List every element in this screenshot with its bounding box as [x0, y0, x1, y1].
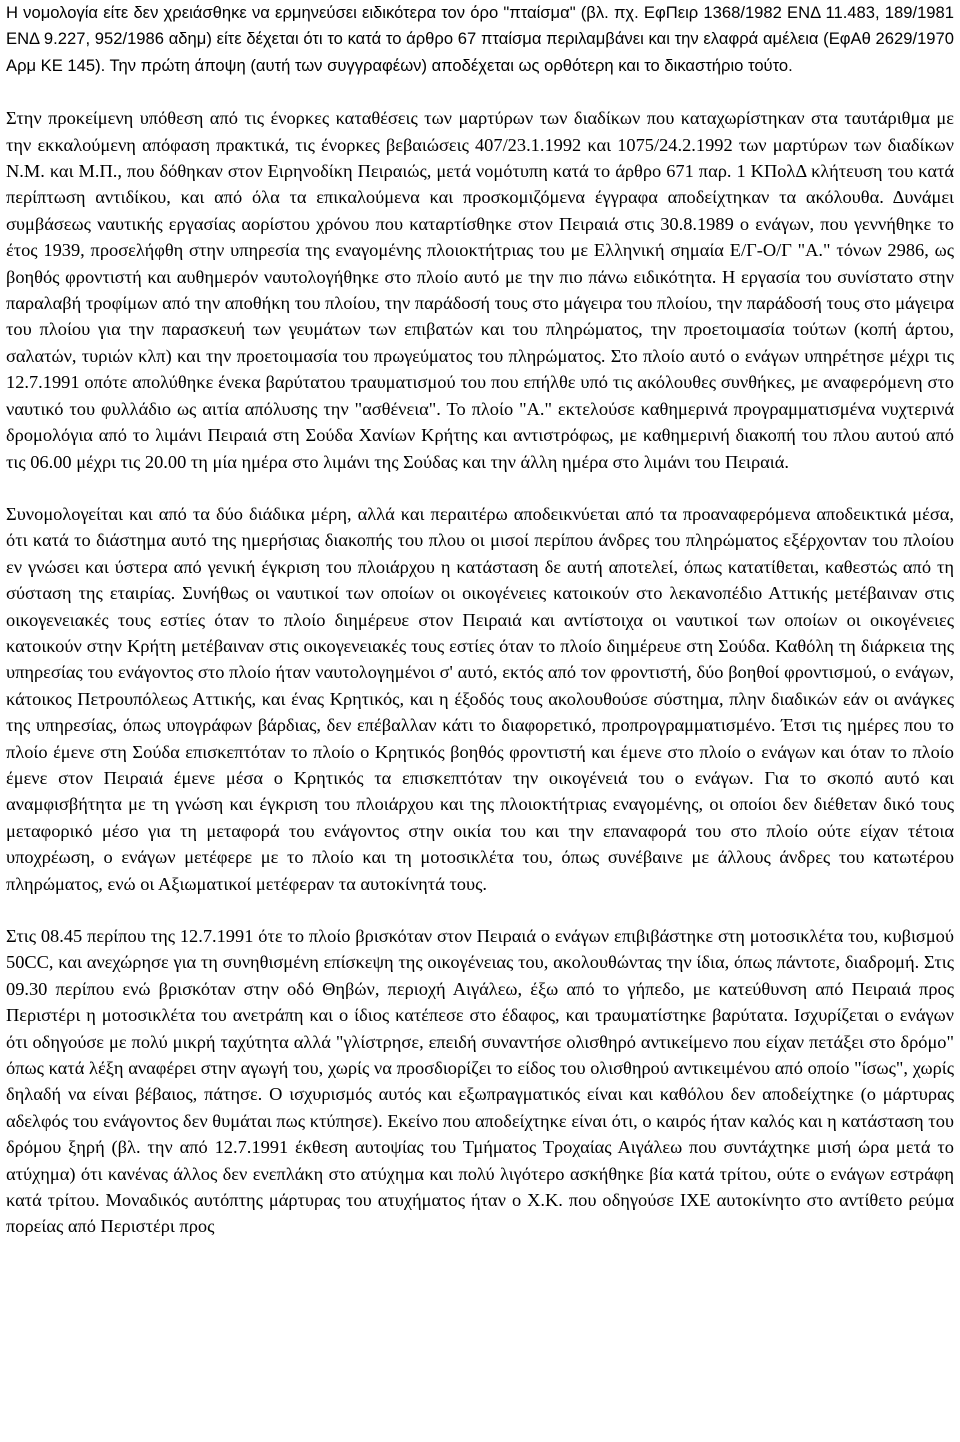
document-page — [6, 0, 954, 1240]
paragraph-crew-practice: Συνομολογείται και από τα δύο διάδικα μέρη, αλλά και περαιτέρω αποδεικνύεται από τα προαναφερόμενα αποδεικτικά μέσα, ότι κατά το διάστημα αυτό της ημερήσιας διακοπής του πλου οι μισοί περίπου άνδρες του πληρώματος εξέρχονταν του πλοίου εν γνώσει και ύστερα από γενική έγκριση του πλοιάρχου η κατάσταση δε αυτή αποτελεί, όπως κατατίθεται, καθεστώς από τη σύσταση της εταιρίας. Συνήθως οι ναυτικοί των οποίων οι οικογένειες κατοικούν στο λεκανοπέδιο Αττικής μετέβαιναν στις οικογενειακές τους εστίες όταν το πλοίο διημέρευε στον Πειραιά και αντίστοιχα οι ναυτικοί των οποίων οι οικογένειες κατοικούν στην Κρήτη μετέβαιναν στις οικογενειακές τους εστίες όταν το πλοίο διημέρευε στη Σούδα. Καθόλη τη διάρκεια της υπηρεσίας του ενάγοντος στο πλοίο ήταν ναυτολογημένοι σ' αυτό, εκτός από τον φροντιστή, δύο βοηθοί φροντισμού, ο ενάγων, κάτοικος Πετρουπόλεως Αττικής, και ένας Κρητικός, και η έξοδός τους ακολουθούσε σύστημα, πλην διαδικών εάν οι ανάγκες της υπηρεσίας, όπως υπογράφων βάρδιας, δεν επέβαλλαν κάτι το διαφορετικό, προπρογραμματισμένο. Έτσι τις ημέρες που το πλοίο έμενε στη Σούδα επισκεπτόταν το πλοίο ο Κρητικός βοηθός φροντιστή και έμενε στο πλοίο ο ενάγων και όταν το πλοίο έμενε στον Πειραιά έμενε μέσα ο Κρητικός τα επισκεπτόταν την οικογένειά του ο ενάγων. Για το σκοπό αυτό και αναμφισβήτητα με τη γνώση και έγκριση του πλοιάρχου και της πλοιοκτήτριας εναγομένης, οι οποίοι δεν διέθεταν δικό τους μεταφορικό μέσο για τη μεταφορά του ενάγοντος στην οικία του και την επαναφορά του στο πλοίο ούτε είχαν τέτοια υποχρέωση, ο ενάγων μετέφερε με το πλοίο και τη μοτοσικλέτα του, όπως συνέβαινε με άλλους άνδρες του κατωτέρου πληρώματος, ενώ οι Αξιωματικοί μετέφεραν τα αυτοκίνητά τους. — [6, 503, 954, 894]
paragraph-case-law: Η νομολογία είτε δεν χρειάσθηκε να ερμηνεύσει ειδικότερα τον όρο "πταίσμα" (βλ. πχ. ΕφΠειρ 1368/1982 ΕΝΔ 11.483, 189/1981 ΕΝΔ 9.227, 952/1986 αδημ) είτε δέχεται ότι το κατά το άρθρο 67 πταίσμα περιλαμβάνει και την ελαφρά αμέλεια (ΕφΑθ 2629/1970 Αρμ ΚΕ 145). Την πρώτη άποψη (αυτή των συγγραφέων) αποδέχεται ως ορθότερη και το δικαστήριο τούτο. — [6, 3, 954, 75]
paragraph-case-facts: Στην προκείμενη υπόθεση από τις ένορκες καταθέσεις των μαρτύρων των διαδίκων που καταχωρίστηκαν στα ταυτάριθμα με την εκκαλούμενη απόφαση πρακτικά, τις ένορκες βεβαιώσεις 407/23.1.1992 και 1075/24.2.1992 των μαρτύρων των διαδίκων Ν.Μ. και Μ.Π., που δόθηκαν στον Ειρηνοδίκη Πειραιώς, μετά νομότυπη κατά το άρθρο 671 παρ. 1 ΚΠολΔ κλήτευση του κατά περίπτωση αντιδίκου, και από όλα τα επικαλούμενα και προσκομιζόμενα έγγραφα αποδείχτηκαν τα ακόλουθα. Δυνάμει συμβάσεως ναυτικής εργασίας αορίστου χρόνου που καταρτίσθηκε στον Πειραιά στις 30.8.1989 ο ενάγων, που γεννήθηκε το έτος 1939, προσελήφθη στην υπηρεσία της εναγομένης πλοιοκτήτριας του με Ελληνική σημαία Ε/Γ-Ο/Γ "Α." τόνων 2986, ως βοηθός φροντιστή και αυθημερόν ναυτολογήθηκε στο πλοίο αυτό με την πιο πάνω ειδικότητα. Η εργασία του συνίστατο στην παραλαβή τροφίμων από την αποθήκη του πλοίου, την παράδοσή τους στο μάγειρα του πλοίου, την παράδοσή τους στο μάγειρα του πλοίου για την παρασκευή των γευμάτων των επιβατών και του πληρώματος, την προετοιμασία τούτων (κοπή άρτου, σαλατών, τυριών κλπ) και την προετοιμασία του πρωγεύματος του πληρώματος. Στο πλοίο αυτό ο ενάγων υπηρέτησε μέχρι τις 12.7.1991 οπότε απολύθηκε ένεκα βαρύτατου τραυματισμού του που επήλθε υπό τις ακόλουθες συνθήκες, με αναφερόμενη στο ναυτικό του φυλλάδιο ως αιτία απόλυσης την "ασθένεια". Το πλοίο "Α." εκτελούσε καθημερινά προγραμματισμένα νυχτερινά δρομολόγια από το λιμάνι Πειραιά στη Σούδα Χανίων Κρήτης και αντιστρόφως, με καθημερινή διακοπή του πλου αυτού από τις 06.00 μέχρι τις 20.00 τη μία ημέρα στο λιμάνι της Σούδας και την άλλη ημέρα στο λιμάνι του Πειραιά. — [6, 108, 954, 472]
paragraph-accident: Στις 08.45 περίπου της 12.7.1991 ότε το πλοίο βρισκόταν στον Πειραιά ο ενάγων επιβιβάστηκε στη μοτοσικλέτα του, κυβισμού 50CC, και ανεχώρησε για τη συνηθισμένη επίσκεψη της οικογένειας του, ακολουθώντας την ίδια, όπως πάντοτε, διαδρομή. Στις 09.30 περίπου ενώ βρισκόταν στην οδό Θηβών, περιοχή Αιγάλεω, έξω από το γήπεδο, με κατεύθυνση από Πειραιά προς Περιστέρι η μοτοσικλέτα του ανετράπη και ο ίδιος κατέπεσε στο έδαφος, και τραυματίστηκε βαρύτατα. Ισχυρίζεται ο ενάγων ότι οδηγούσε με πολύ μικρή ταχύτητα αλλά "γλίστρησε, επειδή συναντήσε ολισθηρό αντικείμενο που είχαν πετάξει στο δρόμο" όπως κατά λέξη αναφέρει στην αγωγή του, χωρίς να προσδιορίζει το είδος του ολισθηρού αντικειμένου από οποίο "ίσως", χωρίς δηλαδή να είναι βέβαιος, πάτησε. Ο ισχυρισμός αυτός και εξωπραγματικός είναι και καθόλου δεν αποδείχτηκε (ο μάρτυρας αδελφός του ενάγοντος δεν θυμάται πως κτύπησε). Εκείνο που αποδείχτηκε είναι ότι, ο καιρός ήταν καλός και η κατάσταση του δρόμου ξηρή (βλ. την από 12.7.1991 έκθεση αυτοψίας του Τμήματος Τροχαίας Αιγάλεω που συντάχτηκε μισή ώρα μετά το ατύχημα) ότι κανένας άλλος δεν ενεπλάκη στο ατύχημα και πολύ λιγότερο ασκήθηκε βία κατά τρίτου, ούτε ο ενάγων εστράφη κατά τρίτου. Μοναδικός αυτόπτης μάρτυρας του ατυχήματος ήταν ο Χ.Κ. που οδηγούσε ΙΧΕ αυτοκίνητο στο αντίθετο ρεύμα πορείας από Περιστέρι προς — [6, 926, 954, 1237]
